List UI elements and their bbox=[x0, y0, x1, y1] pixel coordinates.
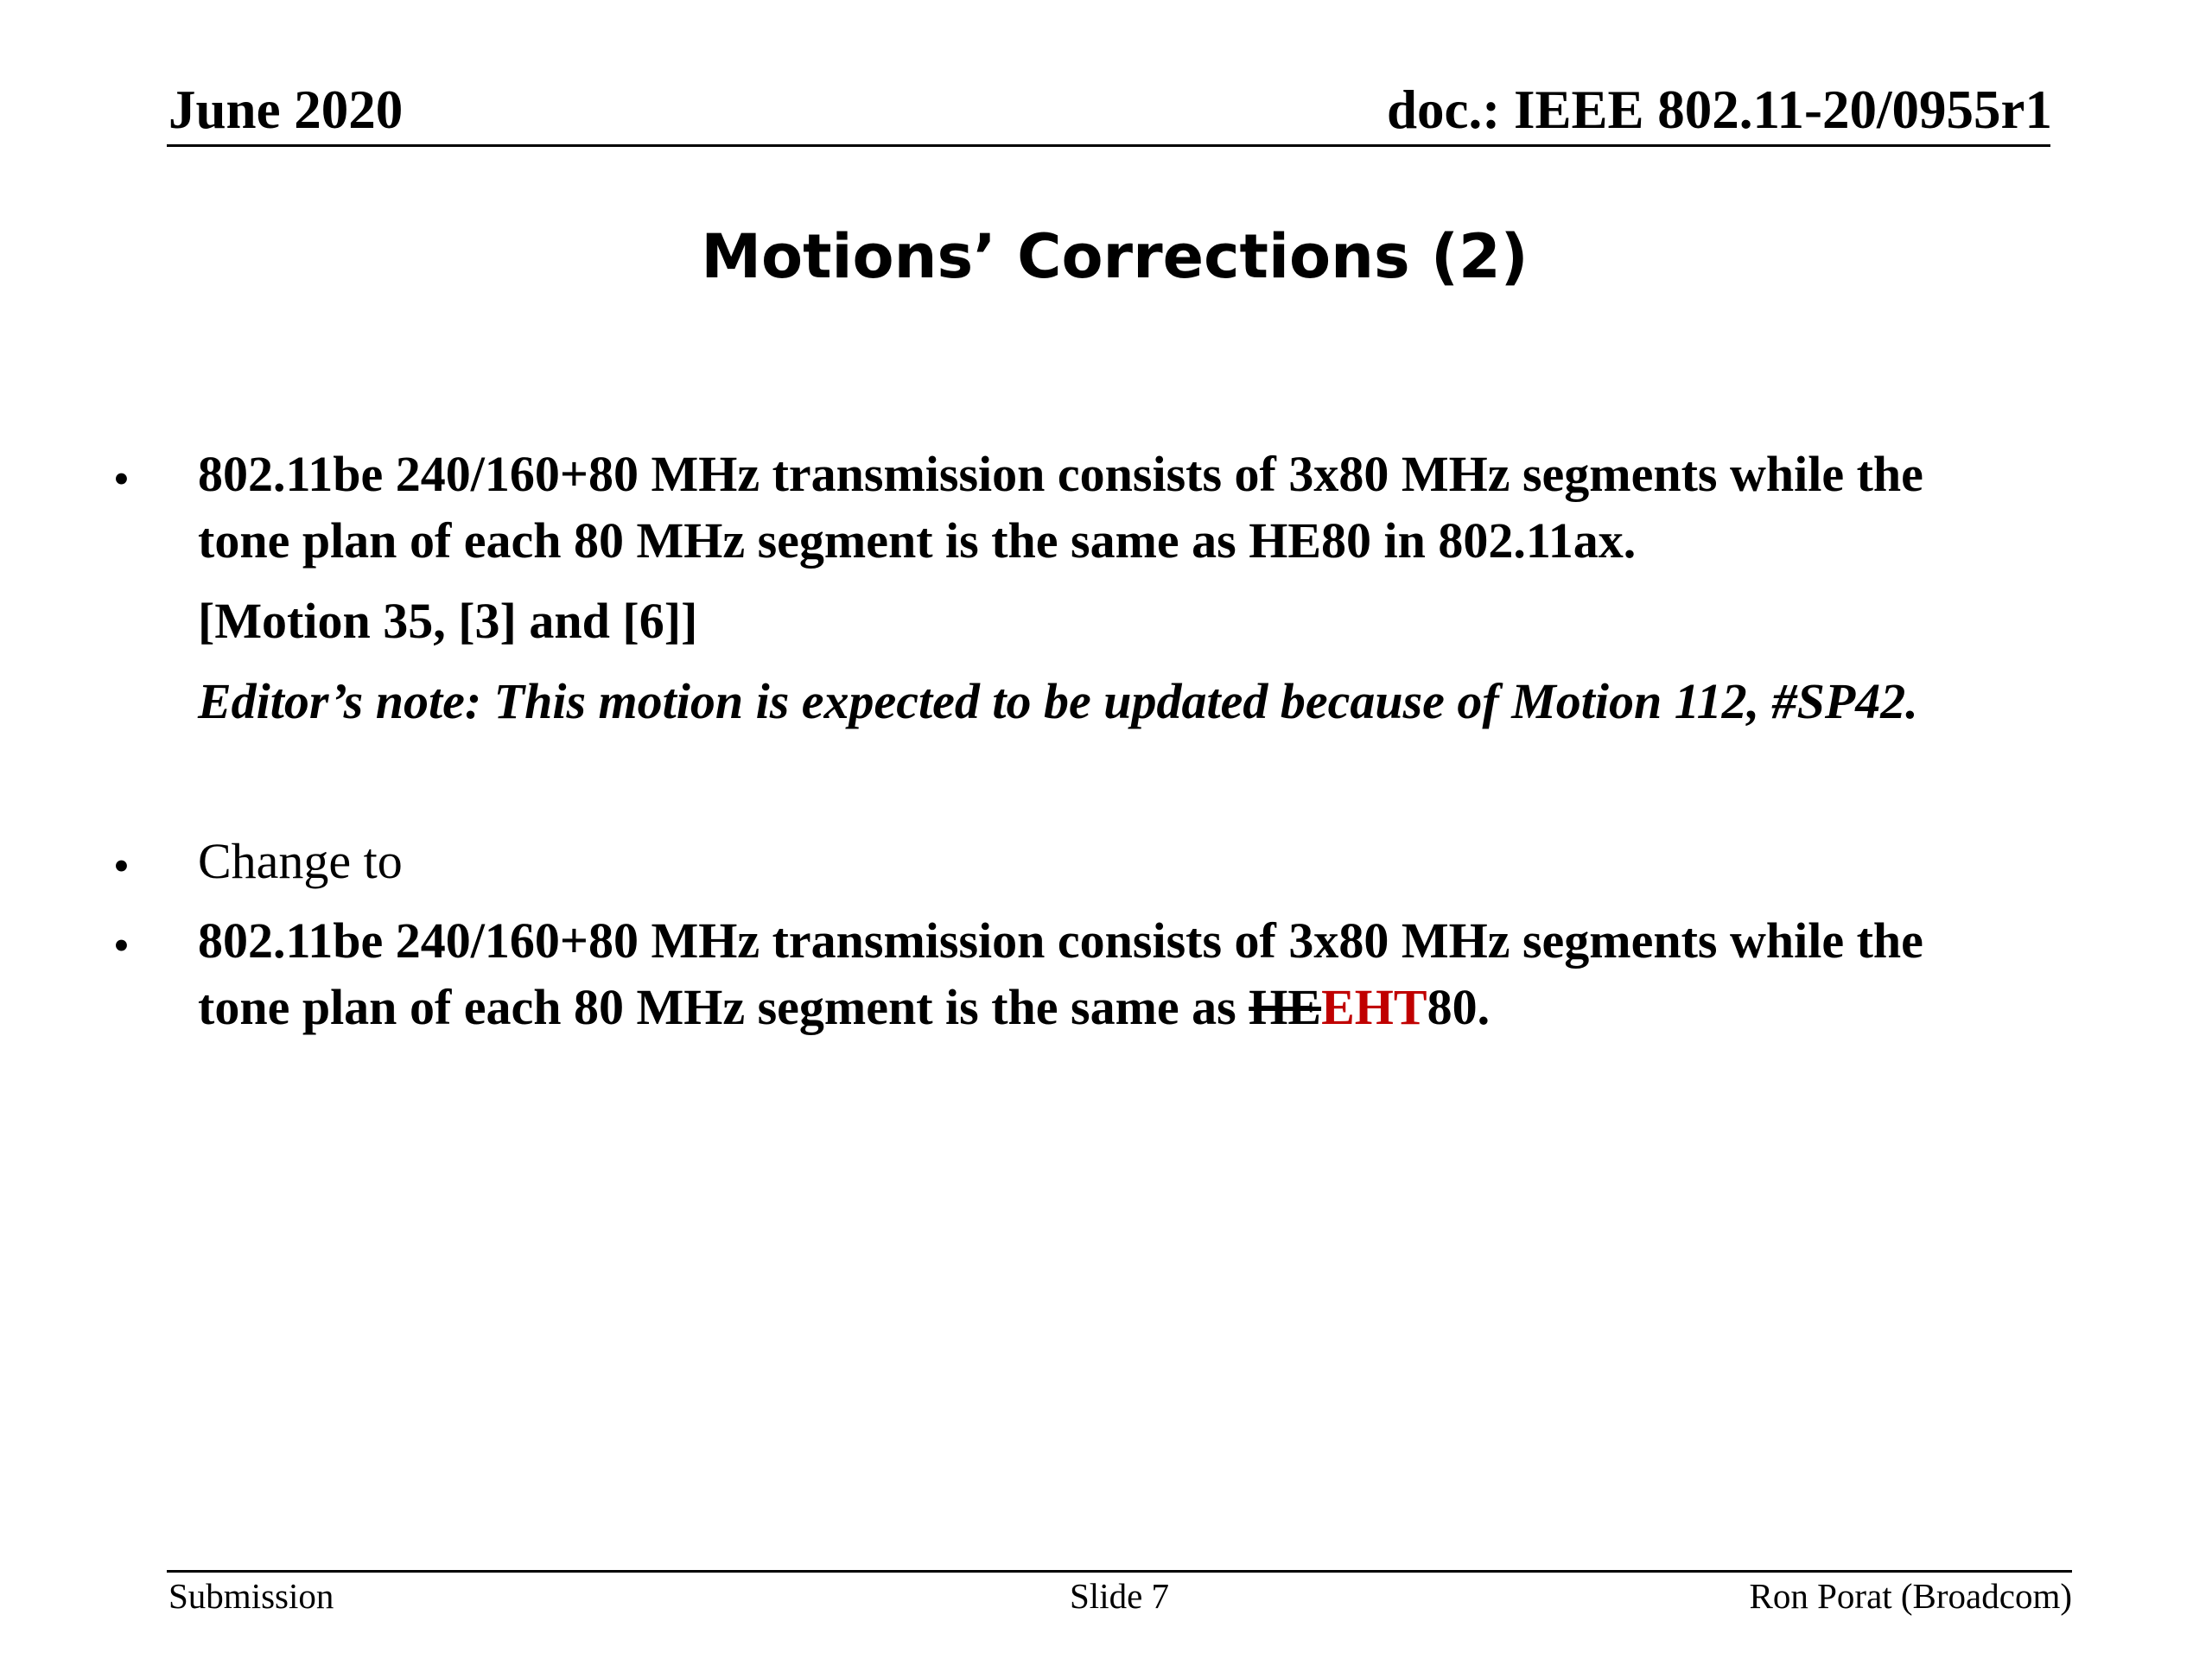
item1-line1: 802.11be 240/160+80 MHz transmission consists of 3x80 MHz segments while the bbox=[198, 446, 1923, 502]
footer-author: Ron Porat (Broadcom) bbox=[1749, 1576, 2072, 1616]
item1-reference: [Motion 35, [3] and [6]] bbox=[198, 593, 698, 649]
footer-divider bbox=[167, 1570, 2072, 1573]
item1-line2: tone plan of each 80 MHz segment is the same as HE80 in 802.11ax. bbox=[198, 512, 1637, 569]
slide-title: Motions’ Corrections (2) bbox=[701, 221, 1529, 292]
bullet-3: • bbox=[113, 919, 130, 971]
item2-text: Change to bbox=[198, 833, 403, 889]
footer-submission: Submission bbox=[168, 1576, 334, 1616]
item3-line2-prefix: tone plan of each 80 MHz segment is the same as bbox=[198, 979, 1249, 1035]
item3-line2 bbox=[198, 974, 1490, 1040]
bullet-2: • bbox=[113, 840, 130, 892]
header-divider bbox=[167, 144, 2050, 147]
inserted-text: EHT bbox=[1321, 979, 1427, 1035]
bullet-1: • bbox=[113, 453, 130, 505]
item3-line1: 802.11be 240/160+80 MHz transmission consists of 3x80 MHz segments while the bbox=[198, 912, 1923, 969]
item3-line2-suffix: 80. bbox=[1427, 979, 1491, 1035]
footer-slide-number: Slide 7 bbox=[1070, 1576, 1170, 1616]
editor-note: Editor’s note: This motion is expected to be updated because of Motion 112, #SP42. bbox=[198, 673, 1918, 729]
header-date: June 2020 bbox=[168, 79, 404, 140]
struck-text: HE bbox=[1249, 979, 1322, 1035]
header-doc-id: doc.: IEEE 802.11-20/0955r1 bbox=[1386, 79, 2052, 140]
